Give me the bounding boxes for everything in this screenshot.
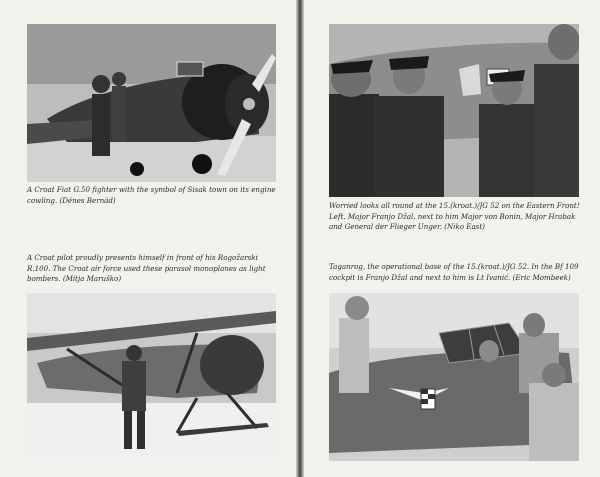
book-gutter	[296, 0, 304, 477]
photo-fiat-g50-fighter	[27, 24, 276, 182]
officers-photo-graphic	[329, 24, 579, 197]
bleed-through-text	[27, 222, 277, 232]
caption-taganrog: Taganrog, the operational base of the 15.(kroat.)/JG 52. In the Bf 109 cockpit is Franjo Džal and next to him is Lt Ivanić. (Eric Mombeek)	[329, 262, 579, 282]
photo-bf109-taganrog	[329, 293, 579, 461]
caption-rogozarski-r100: A Croat pilot proudly presents himself in front of his Rogožarski R.100. The Croat air force used these parasol monoplanes as light bombers. (Mitja Maruško)	[27, 253, 266, 284]
fiat-g50-photo-graphic	[27, 24, 276, 182]
photo-rogozarski-r100	[27, 293, 276, 458]
rogozarski-photo-graphic	[27, 293, 276, 458]
right-page	[304, 0, 600, 477]
photo-officers-eastern-front	[329, 24, 579, 197]
caption-officers-eastern-front: Worried looks all round at the 15.(kroat.)/JG 52 on the Eastern Front! Left, Major Franjo Džal, next to him Major von Bonin, Major Hrabak and General der Flieger Unger. (Niko East)	[329, 201, 580, 232]
bf109-photo-graphic	[329, 293, 579, 461]
left-page	[0, 0, 296, 477]
caption-fiat-g50: A Croat Fiat G.50 fighter with the symbol of Sisak town on its engine cowling. (Dénes Bernád)	[27, 185, 276, 205]
